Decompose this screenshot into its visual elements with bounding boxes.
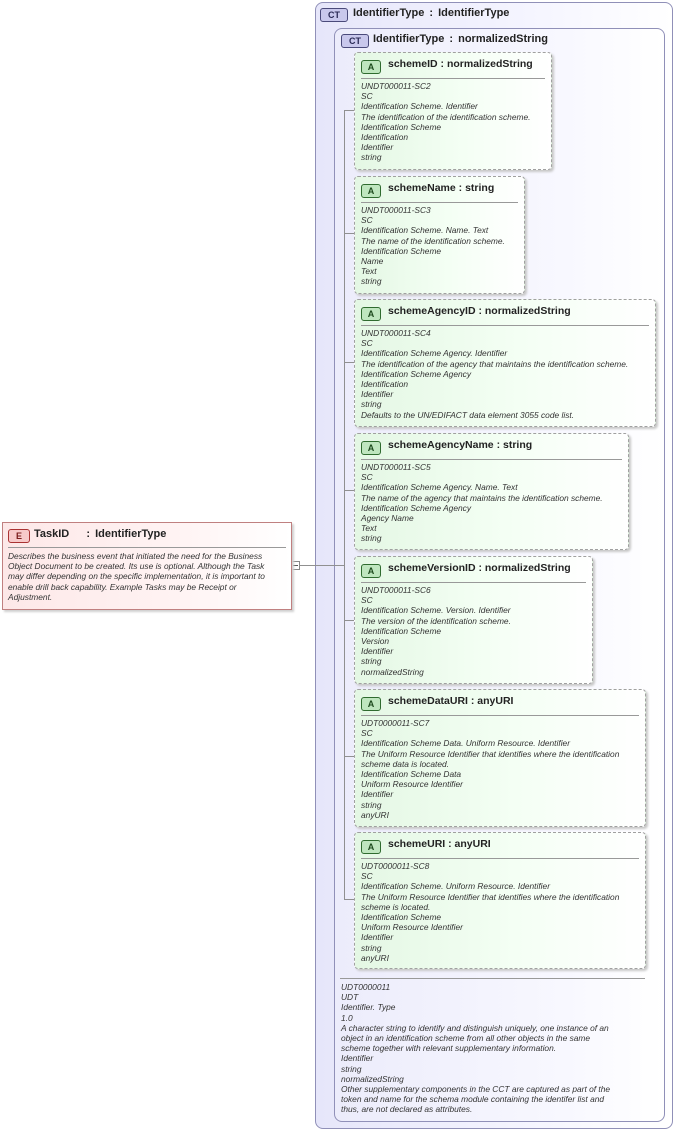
attribute-scheme-agency-name[interactable] (354, 433, 629, 550)
attribute-badge: A (361, 840, 381, 854)
doc-line: Identification Scheme (361, 625, 442, 636)
doc-line: A character string to identify and distinguish uniquely, one instance of an (341, 1022, 609, 1033)
doc-line: Version (361, 636, 390, 647)
divider (361, 715, 639, 716)
doc-line: UNDT000011-SC3 (361, 205, 431, 215)
complex-type-badge: CT (320, 8, 348, 22)
inner-type-sep: : (449, 33, 454, 45)
attribute-name: schemeDataURI (388, 695, 468, 707)
element-taskid[interactable] (2, 522, 292, 610)
doc-line: string (361, 656, 382, 667)
doc-line: UNDT000011-SC5 (361, 462, 431, 472)
doc-line: SC (361, 595, 373, 606)
doc-line: Uniform Resource Identifier (361, 922, 463, 933)
element-type: IdentifierType (95, 528, 167, 540)
doc-line: Identification Scheme Data (361, 769, 462, 780)
description-line: Adjustment. (8, 591, 53, 602)
doc-line: string (361, 799, 382, 810)
doc-line: Identification Scheme (361, 245, 442, 256)
attribute-badge: A (361, 60, 381, 74)
description-line: may differ depending on the specific implementation, it is important to (8, 571, 265, 582)
divider (361, 459, 622, 460)
attribute-title (388, 439, 532, 451)
doc-line: Identification Scheme Agency. Name. Text (361, 482, 518, 493)
attribute-badge: A (361, 441, 381, 455)
doc-line: The identification of the identification scheme. (361, 111, 531, 122)
divider (361, 78, 545, 79)
attribute-badge: A (361, 564, 381, 578)
doc-line: 1.0 (341, 1012, 353, 1023)
attribute-tick (344, 362, 354, 363)
attribute-type: anyURI (477, 695, 514, 707)
doc-line: UNDT000011-SC6 (361, 585, 431, 595)
attribute-tick (344, 233, 354, 234)
doc-line: The name of the agency that maintains the identification scheme. (361, 492, 603, 503)
connector-line (299, 565, 315, 566)
outer-type-title (353, 7, 509, 19)
doc-line: token and name for the schema module containing the identifer list and (341, 1094, 605, 1105)
complex-type-badge: CT (341, 34, 369, 48)
attribute-tick (344, 899, 354, 900)
doc-line: Identifier (361, 932, 394, 943)
description-line: Describes the business event that initiated the need for the Business (8, 551, 263, 561)
doc-line: UNDT000011-SC2 (361, 81, 431, 91)
doc-line: The name of the identification scheme. (361, 235, 505, 246)
connector-line (315, 565, 344, 566)
attribute-name: schemeVersionID (388, 562, 476, 574)
attribute-sep: : (440, 58, 445, 70)
doc-line: UNDT000011-SC4 (361, 328, 431, 338)
attribute-doc (361, 861, 619, 963)
doc-line: Identification (361, 379, 409, 390)
outer-type-sep: : (429, 7, 434, 19)
attribute-tick (344, 620, 354, 621)
doc-line: UDT0000011-SC7 (361, 718, 430, 728)
divider (361, 858, 639, 859)
outer-type-name: IdentifierType (353, 7, 425, 19)
attribute-title (388, 182, 494, 194)
doc-line: string (341, 1063, 362, 1074)
doc-line: scheme together with relevant supplementary information. (341, 1043, 557, 1054)
doc-line: string (361, 942, 382, 953)
doc-line: normalizedString (341, 1073, 404, 1084)
doc-line: Identification Scheme. Name. Text (361, 225, 489, 236)
attribute-badge: A (361, 184, 381, 198)
attribute-scheme-name[interactable] (354, 176, 525, 294)
inner-type-name: IdentifierType (373, 33, 445, 45)
attribute-badge: A (361, 307, 381, 321)
doc-line: UDT0000011-SC8 (361, 861, 430, 871)
attribute-type: anyURI (454, 838, 491, 850)
attribute-doc (361, 585, 511, 677)
doc-line: Identification Scheme. Uniform Resource. Identifier (361, 881, 550, 892)
attribute-type: normalizedString (446, 58, 533, 70)
description-line: Object Document to be created. Its use is optional. Although the Task (8, 561, 265, 572)
attribute-name: schemeAgencyID (388, 305, 476, 317)
doc-line: Other supplementary components in the CCT are captured as part of the (341, 1084, 611, 1095)
attribute-scheme-uri[interactable] (354, 832, 646, 969)
doc-line: object in an identification scheme from all other objects in the same (341, 1033, 591, 1044)
doc-line: SC (361, 871, 373, 882)
doc-line: Identification Scheme Agency (361, 502, 472, 513)
attribute-doc (361, 718, 619, 820)
attribute-sep: : (478, 562, 482, 574)
attribute-tick (344, 110, 354, 111)
element-sep: : (86, 528, 90, 540)
divider (361, 325, 649, 326)
attribute-type: normalizedString (484, 305, 571, 317)
doc-line: Identification Scheme Agency. Identifier (361, 348, 508, 359)
doc-line: string (361, 152, 382, 163)
doc-line: Identification (361, 132, 409, 143)
doc-line: string (361, 533, 382, 544)
doc-line: SC (361, 728, 373, 739)
divider (8, 547, 286, 548)
doc-line: The version of the identification scheme. (361, 615, 511, 626)
inner-type-title (373, 33, 548, 45)
inner-type-base: normalizedString (458, 33, 548, 45)
attribute-scheme-data-uri[interactable] (354, 689, 646, 827)
doc-line: Identification Scheme. Identifier (361, 101, 478, 112)
attribute-tick (344, 490, 354, 491)
doc-line: Identification Scheme Data. Uniform Resource. Identifier (361, 738, 571, 749)
doc-line: Text (361, 523, 377, 534)
doc-line: UDT (341, 992, 359, 1003)
attribute-doc (361, 462, 603, 544)
attribute-badge: A (361, 697, 381, 711)
doc-line: Identifier. Type (341, 1002, 396, 1013)
attribute-scheme-agency-id[interactable] (354, 299, 656, 427)
element-name: TaskID (34, 528, 70, 540)
divider (340, 978, 645, 979)
attribute-sep: : (470, 695, 475, 707)
doc-line: The identification of the agency that maintains the identification scheme. (361, 358, 629, 369)
attribute-scheme-version-id[interactable] (354, 556, 593, 684)
attribute-name: schemeURI (388, 838, 446, 850)
attribute-sep: : (478, 305, 482, 317)
type-documentation (341, 982, 610, 1115)
outer-type-base: IdentifierType (438, 7, 510, 19)
doc-line: UDT0000011 (341, 982, 391, 992)
doc-line: The Uniform Resource Identifier that identifies where the identification (361, 891, 620, 902)
attribute-bus-line (344, 110, 345, 900)
doc-line: Name (361, 256, 384, 267)
doc-line: Agency Name (361, 513, 414, 524)
attribute-name: schemeID (388, 58, 438, 70)
divider (361, 582, 586, 583)
attribute-sep: : (458, 182, 463, 194)
doc-line: anyURI (361, 952, 389, 963)
attribute-scheme-id[interactable] (354, 52, 552, 170)
doc-line: SC (361, 338, 373, 349)
doc-line: Identification Scheme Agency (361, 368, 472, 379)
doc-line: Identifier (361, 142, 394, 153)
attribute-doc (361, 205, 505, 287)
divider (361, 202, 518, 203)
attribute-doc (361, 328, 628, 420)
doc-line: Identifier (361, 389, 394, 400)
attribute-sep: : (496, 439, 501, 451)
doc-line: SC (361, 215, 373, 226)
attribute-sep: : (448, 838, 452, 850)
element-badge: E (8, 529, 30, 543)
attribute-title (388, 838, 491, 850)
doc-line: SC (361, 91, 373, 102)
doc-line: Uniform Resource Identifier (361, 779, 463, 790)
attribute-title (388, 695, 513, 707)
doc-line: Identification Scheme (361, 121, 442, 132)
element-title (34, 528, 166, 540)
attribute-type: string (502, 439, 533, 451)
doc-line: scheme is located. (361, 901, 431, 912)
element-description (8, 551, 265, 602)
doc-line: SC (361, 472, 373, 483)
doc-line: normalizedString (361, 666, 424, 677)
attribute-type: string (465, 182, 495, 194)
doc-line: string (361, 276, 382, 287)
doc-line: Identifier (361, 646, 394, 657)
attribute-name: schemeName (388, 182, 456, 194)
doc-line: Defaults to the UN/EDIFACT data element 3055 code list. (361, 409, 575, 420)
doc-line: anyURI (361, 809, 389, 820)
attribute-doc (361, 81, 530, 163)
doc-line: Identifier (341, 1053, 374, 1064)
attribute-title (388, 58, 533, 70)
doc-line: scheme data is located. (361, 758, 449, 769)
doc-line: Identifier (361, 789, 394, 800)
doc-line: The Uniform Resource Identifier that identifies where the identification (361, 748, 620, 759)
doc-line: string (361, 399, 382, 410)
description-line: enable drill back capability. Example Tasks may be Receipt or (8, 581, 237, 592)
attribute-type: normalizedString (484, 562, 571, 574)
doc-line: Text (361, 266, 377, 277)
attribute-tick (344, 756, 354, 757)
attribute-title (388, 562, 571, 574)
attribute-title (388, 305, 571, 317)
doc-line: Identification Scheme (361, 912, 442, 923)
doc-line: thus, are not declared as attributes. (341, 1104, 473, 1115)
attribute-name: schemeAgencyName (388, 439, 494, 451)
doc-line: Identification Scheme. Version. Identifier (361, 605, 511, 616)
